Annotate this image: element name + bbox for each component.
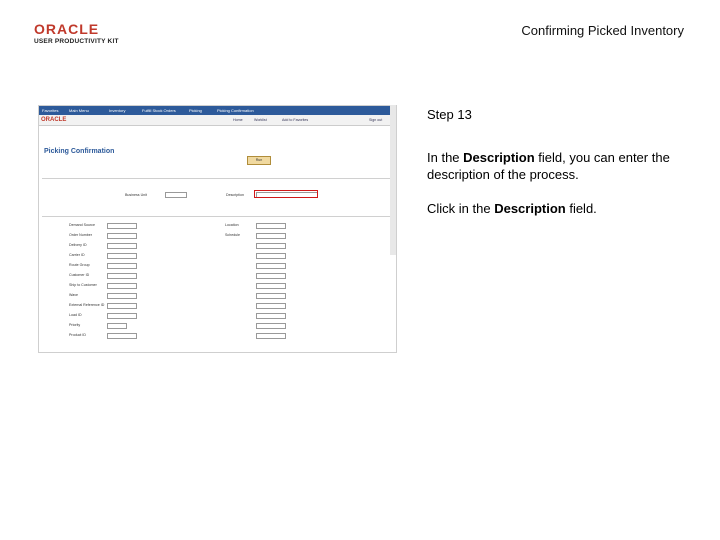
delivery-id-label: Delivery ID — [69, 243, 87, 247]
order-number-label: Order Number — [69, 233, 92, 237]
nav-link-home[interactable]: Home — [233, 118, 243, 122]
external-ref-field[interactable] — [107, 303, 137, 309]
order-number-field[interactable] — [107, 233, 137, 239]
product-id-field[interactable] — [107, 333, 137, 339]
app-header-bar — [39, 106, 396, 115]
page-title: Confirming Picked Inventory — [521, 23, 684, 38]
delivery-id-field[interactable] — [107, 243, 137, 249]
demand-source-label: Demand Source — [69, 223, 95, 227]
logo-brand: ORACLE — [34, 21, 100, 37]
instruction-text: Click in the — [427, 201, 495, 216]
instruction-text: In the — [427, 150, 464, 165]
field[interactable] — [256, 273, 286, 279]
location-field[interactable] — [256, 223, 286, 229]
app-tab[interactable]: Fulfill Stock Orders — [142, 108, 176, 113]
customer-id-label: Customer ID — [69, 273, 90, 277]
description-field-highlight — [254, 190, 318, 198]
demand-source-field[interactable] — [107, 223, 137, 229]
instruction-text: field. — [565, 201, 597, 216]
instruction-text: field, you can enter the description of the process. — [427, 150, 670, 182]
field[interactable] — [256, 293, 286, 299]
app-tab[interactable]: Picking — [189, 108, 202, 113]
location-label: Location — [225, 223, 239, 227]
ship-to-field[interactable] — [107, 283, 137, 289]
route-group-field[interactable] — [107, 263, 137, 269]
schedule-label: Schedule — [225, 233, 240, 237]
carrier-id-label: Carrier ID — [69, 253, 85, 257]
divider — [42, 178, 392, 179]
app-tab[interactable]: Favorites — [42, 108, 59, 113]
wave-label: Wave — [69, 293, 79, 297]
application-screenshot — [38, 105, 397, 353]
schedule-field[interactable] — [256, 233, 286, 239]
carrier-id-field[interactable] — [107, 253, 137, 259]
app-tab[interactable]: Inventory — [109, 108, 126, 113]
nav-link-favorites[interactable]: Add to Favorites — [282, 118, 309, 122]
description-label: Description — [226, 193, 244, 197]
app-oracle-logo: ORACLE — [41, 117, 67, 123]
field[interactable] — [256, 303, 286, 309]
customer-id-field[interactable] — [107, 273, 137, 279]
external-ref-label: External Reference ID — [69, 303, 105, 307]
load-id-field[interactable] — [107, 313, 137, 319]
instruction-field-name: Description — [463, 150, 535, 165]
field[interactable] — [256, 333, 286, 339]
field[interactable] — [256, 253, 286, 259]
field[interactable] — [256, 243, 286, 249]
priority-label: Priority — [69, 323, 81, 327]
instruction-field-name: Description — [494, 201, 566, 216]
step-number: Step 13 — [427, 107, 472, 122]
run-button[interactable]: Run — [247, 156, 271, 165]
product-id-label: Product ID — [69, 333, 86, 337]
field[interactable] — [256, 313, 286, 319]
business-unit-label: Business Unit — [125, 193, 147, 197]
oracle-upk-logo — [34, 22, 124, 45]
app-tab[interactable]: Picking Confirmation — [217, 108, 254, 113]
logo-subtitle: USER PRODUCTIVITY KIT — [34, 38, 119, 45]
field[interactable] — [256, 323, 286, 329]
priority-field[interactable] — [107, 323, 127, 329]
scrollbar[interactable] — [390, 105, 396, 255]
nav-link-signout[interactable]: Sign out — [369, 118, 383, 122]
field[interactable] — [256, 283, 286, 289]
wave-field[interactable] — [107, 293, 137, 299]
instruction-paragraph-1 — [427, 149, 697, 183]
app-subbar — [39, 115, 396, 126]
ship-to-label: Ship to Customer — [69, 283, 97, 287]
route-group-label: Route Group — [69, 263, 90, 267]
load-id-label: Load ID — [69, 313, 82, 317]
business-unit-field[interactable] — [165, 192, 187, 198]
app-page-heading: Picking Confirmation — [44, 148, 115, 155]
app-tab[interactable]: Main Menu — [69, 108, 89, 113]
instruction-paragraph-2 — [427, 200, 697, 217]
nav-link-worklist[interactable]: Worklist — [254, 118, 267, 122]
field[interactable] — [256, 263, 286, 269]
divider — [42, 216, 392, 217]
